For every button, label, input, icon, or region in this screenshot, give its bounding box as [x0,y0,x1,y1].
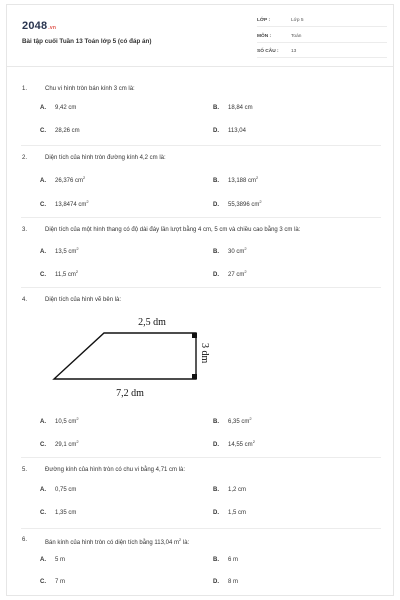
right-angle-mark-bottom [192,374,197,379]
option-1d[interactable]: D. 113,04 [213,128,246,134]
meta-count [257,48,387,58]
header [7,5,393,67]
option-3a[interactable]: A. 13,5 $cm^2$ [40,246,79,255]
option-2a[interactable]: A. 26,376 $cm^2$ [40,175,86,184]
option-6b[interactable]: B. 6 m [213,557,239,563]
question-text: Bán kính của hình tròn có diện tích bằng 113,04 $m^2$ là: [45,537,190,546]
meta-class [257,17,387,27]
question-text: Đường kính của hình tròn có chu vi bằng 4,71 cm là: [45,467,186,473]
site-logo[interactable] [22,20,56,32]
top-base-label: 2,5 dm [138,317,166,328]
question-text: Chu vi hình tròn bán kính 3 cm là: [45,86,135,92]
logo-main: 2048 [22,20,48,32]
logo-sub: .vn [48,25,57,31]
bottom-base-label: 7,2 dm [116,388,144,399]
question-number: 1. [22,86,28,92]
option-6c[interactable]: C. 7 m [40,579,66,585]
option-4c[interactable]: C. 29,1 $cm^2$ [40,439,79,448]
option-5b[interactable]: B. 1,2 cm [213,487,247,493]
option-2c[interactable]: C. 13,8474 $cm^2$ [40,199,89,208]
question-number: 5. [22,467,28,473]
question-text: Diện tích của hình vẽ bên là: [45,297,122,303]
meta-value: Lớp 5 [291,18,304,23]
divider [21,287,381,288]
option-4d[interactable]: D. 14,55 $cm^2$ [213,439,255,448]
meta-subject [257,33,387,43]
question-number: 2. [22,155,28,161]
option-3c[interactable]: C. 11,5 $cm^2$ [40,269,79,278]
meta-value: 13 [291,49,297,54]
option-2b[interactable]: B. 13,188 $cm^2$ [213,175,259,184]
option-3b[interactable]: B. 30 $cm^2$ [213,246,247,255]
option-5c[interactable]: C. 1,35 cm [40,510,77,516]
height-label: 3 dm [199,343,210,364]
question-number: 4. [22,297,28,303]
divider [21,457,381,458]
meta-key: MÔN : [257,34,272,39]
meta-key: LỚP : [257,18,271,23]
worksheet [6,4,394,596]
option-5a[interactable]: A. 0,75 cm [40,487,77,493]
question-text: Diện tích của một hình thang có độ dài đáy lần lượt bằng 4 cm, 5 cm và chiều cao bằng 3 cm là: [45,227,301,233]
option-5d[interactable]: D. 1,5 cm [213,510,247,516]
option-3d[interactable]: D. 27 $cm^2$ [213,269,247,278]
divider [21,145,381,146]
meta-key: SỐ CÂU : [257,49,279,54]
option-6d[interactable]: D. 8 m [213,579,239,585]
question-number: 3. [22,227,28,233]
meta-value: Toán [291,34,302,39]
trapezoid-shape [54,333,196,379]
trapezoid-figure [52,307,232,412]
option-1c[interactable]: C. 28,26 cm [40,128,80,134]
question-number: 6. [22,537,28,543]
question-text: Diện tích của hình tròn đường kính 4,2 cm là: [45,155,166,161]
option-4a[interactable]: A. 10,5 $cm^2$ [40,416,79,425]
right-angle-mark-top [192,333,197,338]
option-6a[interactable]: A. 5 m [40,557,66,563]
divider [21,217,381,218]
option-1a[interactable]: A. 9,42 cm [40,105,77,111]
option-1b[interactable]: B. 18,84 cm [213,105,253,111]
divider [21,528,381,529]
document-title: Bài tập cuối Tuần 13 Toán lớp 5 (có đáp án) [22,38,152,45]
option-4b[interactable]: B. 6,35 $cm^2$ [213,416,252,425]
option-2d[interactable]: D. 55,3896 $cm^2$ [213,199,262,208]
